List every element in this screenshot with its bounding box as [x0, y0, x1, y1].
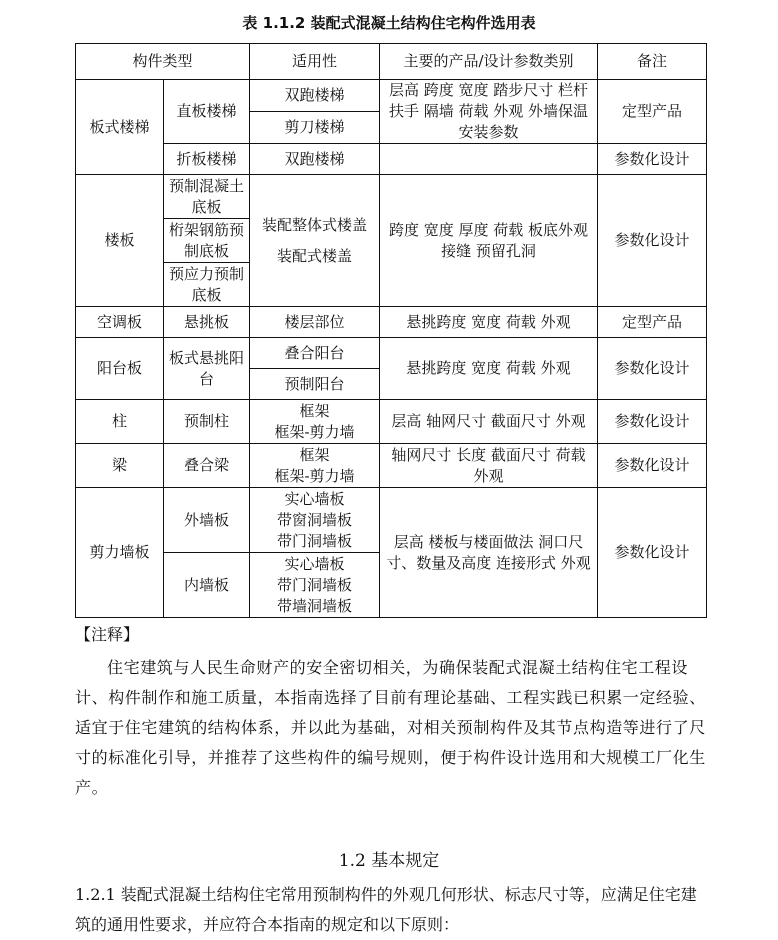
- cell-params-ac: 悬挑跨度 宽度 荷载 外观: [380, 307, 598, 338]
- cell-app-slab: [250, 175, 380, 307]
- cell-type-balcony: 阳台板: [76, 338, 164, 400]
- cell-sub-balcony: 板式悬挑阳台: [164, 338, 250, 400]
- cell-app-interior-wall: [250, 553, 380, 618]
- app-slab-integral: 装配整体式楼盖: [262, 215, 368, 234]
- cell-app-beam: [250, 444, 380, 488]
- header-component-type: 构件类型: [76, 44, 250, 80]
- cell-type-ac: 空调板: [76, 307, 164, 338]
- app-beam-frame: 框架: [299, 445, 330, 464]
- cell-app-precast-balcony: 预制阳台: [250, 369, 380, 400]
- cell-note-balcony: 参数化设计: [598, 338, 707, 400]
- cell-sub-truss-slab: 桁架钢筋预制底板: [164, 219, 250, 263]
- app-door-wall-2: 带门洞墙板: [277, 575, 353, 594]
- cell-params-slab: 跨度 宽度 厚度 荷载 板底外观 接缝 预留孔洞: [380, 175, 598, 307]
- app-solid-wall-2: 实心墙板: [284, 554, 345, 573]
- cell-app-exterior-wall: [250, 488, 380, 553]
- app-window-wall: 带窗洞墙板: [277, 510, 353, 529]
- cell-sub-precast-slab: 预制混凝土底板: [164, 175, 250, 219]
- table-row: [76, 80, 707, 112]
- table-header-row: [76, 44, 707, 80]
- cell-app-column: [250, 400, 380, 444]
- app-solid-wall: 实心墙板: [284, 489, 345, 508]
- cell-app-ac: 楼层部位: [250, 307, 380, 338]
- section-heading: 1.2 基本规定: [338, 851, 440, 871]
- cell-sub-prestressed-slab: 预应力预制底板: [164, 263, 250, 307]
- cell-app-double-flight: 双跑楼梯: [250, 80, 380, 112]
- header-remarks: 备注: [598, 44, 707, 80]
- table-row: [76, 444, 707, 488]
- header-applicability: 适用性: [250, 44, 380, 80]
- cell-sub-folded-stair: 折板楼梯: [164, 144, 250, 175]
- cell-type-beam: 梁: [76, 444, 164, 488]
- cell-sub-column: 预制柱: [164, 400, 250, 444]
- cell-params-beam: 轴网尺寸 长度 截面尺寸 荷载 外观: [380, 444, 598, 488]
- clause-1-2-1: 1.2.1 装配式混凝土结构住宅常用预制构件的外观几何形状、标志尺寸等，应满足住宅建筑的通用性要求，并应符合本指南的规定和以下原则：: [75, 885, 697, 934]
- app-slab-assembled: 装配式楼盖: [277, 246, 353, 265]
- header-parameters: 主要的产品/设计参数类别: [380, 44, 598, 80]
- table-row: [76, 338, 707, 369]
- table-row: [76, 144, 707, 175]
- app-door-wall: 带门洞墙板: [277, 531, 353, 550]
- cell-note-stair: 定型产品: [598, 80, 707, 144]
- cell-sub-ac: 悬挑板: [164, 307, 250, 338]
- table-title: 表 1.1.2 装配式混凝土结构住宅构件选用表: [242, 14, 536, 32]
- app-column-frame: 框架: [299, 401, 330, 420]
- note-paragraph: 住宅建筑与人民生命财产的安全密切相关，为确保装配式混凝土结构住宅工程设计、构件制作和施工质量，本指南选择了目前有理论基础、工程实践已积累一定经验、适宜于住宅建筑的结构体系，并以此为基础，对相关预制构件及其节点构造等进行了尺寸的标准化引导，并推荐了这些构件的编号规则，便于构件设计选用和大规模工厂化生产。: [75, 658, 706, 797]
- cell-params-folded-stair: [380, 144, 598, 175]
- cell-note-ac: 定型产品: [598, 307, 707, 338]
- cell-type-column: 柱: [76, 400, 164, 444]
- cell-sub-straight-stair: 直板楼梯: [164, 80, 250, 144]
- app-hole-wall: 带墙洞墙板: [277, 596, 353, 615]
- app-column-frame-wall: 框架-剪力墙: [274, 422, 355, 441]
- cell-note-column: 参数化设计: [598, 400, 707, 444]
- cell-type-stair: 板式楼梯: [76, 80, 164, 175]
- cell-params-balcony: 悬挑跨度 宽度 荷载 外观: [380, 338, 598, 400]
- app-beam-frame-wall: 框架-剪力墙: [274, 466, 355, 485]
- cell-sub-beam: 叠合梁: [164, 444, 250, 488]
- cell-params-stair: 层高 跨度 宽度 踏步尺寸 栏杆 扶手 隔墙 荷载 外观 外墙保温 安装参数: [380, 80, 598, 144]
- cell-app-double-flight-2: 双跑楼梯: [250, 144, 380, 175]
- cell-note-wall: 参数化设计: [598, 488, 707, 618]
- cell-params-wall: 层高 楼板与楼面做法 洞口尺寸、数量及高度 连接形式 外观: [380, 488, 598, 618]
- cell-app-scissor: 剪刀楼梯: [250, 112, 380, 144]
- table-row: [76, 307, 707, 338]
- component-selection-table: [75, 43, 707, 618]
- cell-sub-exterior-wall: 外墙板: [164, 488, 250, 553]
- note-label: 【注释】: [75, 625, 140, 644]
- cell-type-wall: 剪力墙板: [76, 488, 164, 618]
- cell-type-slab: 楼板: [76, 175, 164, 307]
- table-row: [76, 175, 707, 219]
- cell-app-composite-balcony: 叠合阳台: [250, 338, 380, 369]
- cell-note-folded-stair: 参数化设计: [598, 144, 707, 175]
- cell-note-beam: 参数化设计: [598, 444, 707, 488]
- cell-note-slab: 参数化设计: [598, 175, 707, 307]
- cell-params-column: 层高 轴网尺寸 截面尺寸 外观: [380, 400, 598, 444]
- table-row: [76, 400, 707, 444]
- table-row: [76, 488, 707, 553]
- cell-sub-interior-wall: 内墙板: [164, 553, 250, 618]
